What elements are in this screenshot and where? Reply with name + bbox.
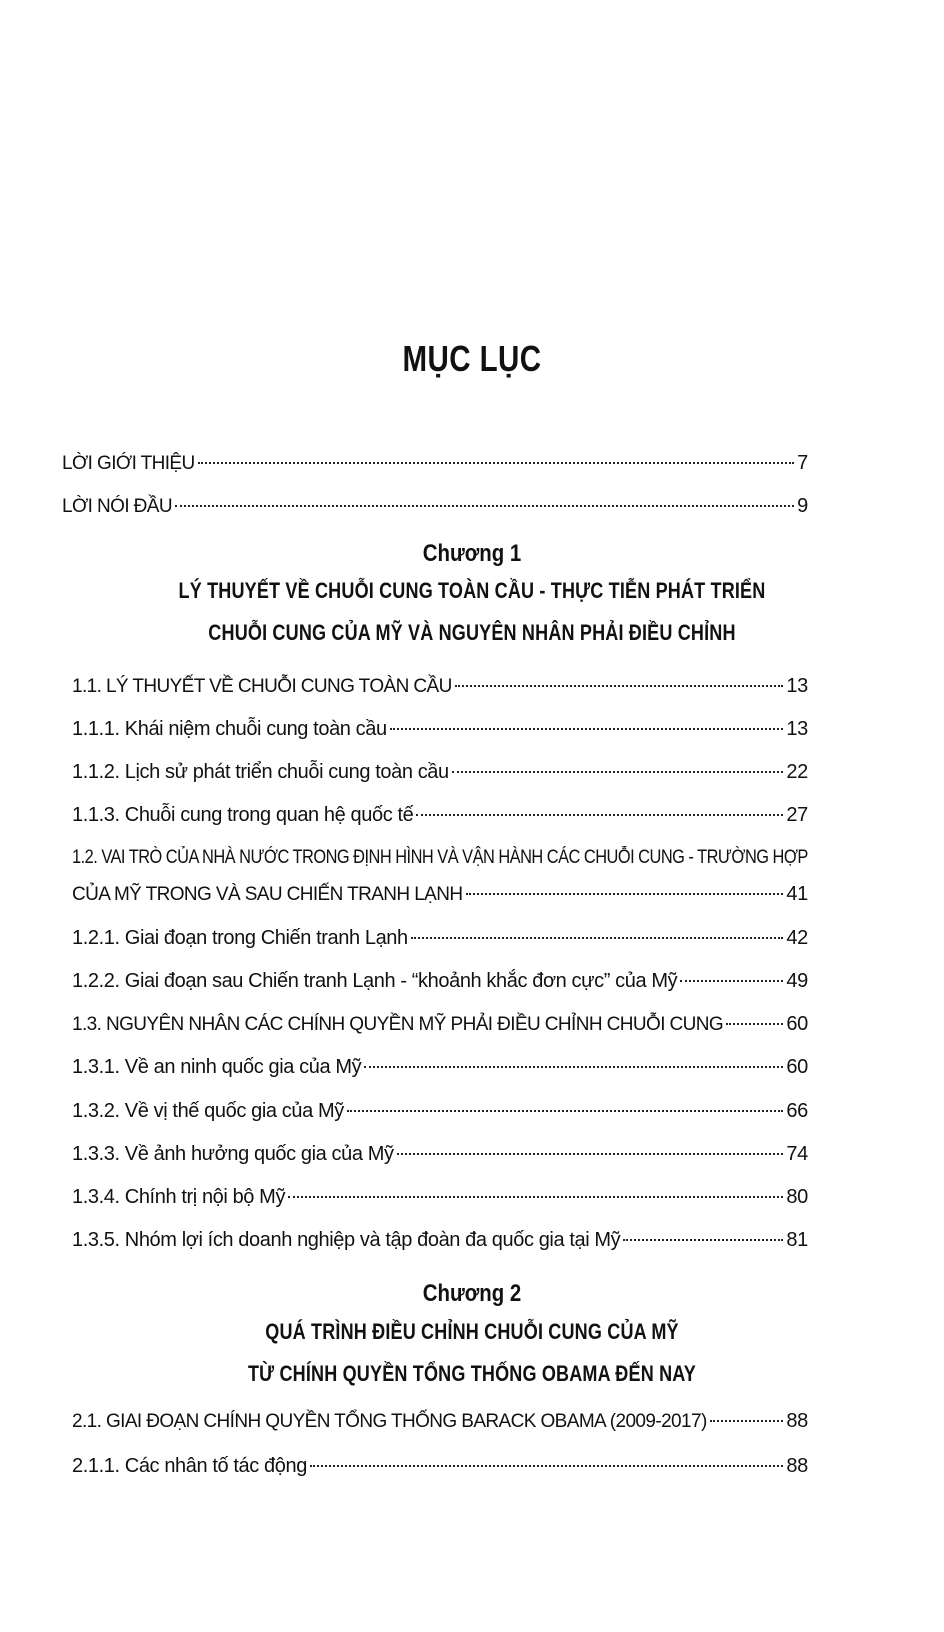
chapter-1-title-line-1: LÝ THUYẾT VỀ CHUỖI CUNG TOÀN CẦU - THỰC TIỄN PHÁT TRIỂN xyxy=(178,578,766,603)
chapter-2-label: Chương 2 xyxy=(422,1280,522,1307)
chapter-2-title-line-2: TỪ CHÍNH QUYỀN TỔNG THỐNG OBAMA ĐẾN NAY xyxy=(247,1361,696,1386)
page-title: MỤC LỤC xyxy=(402,338,542,379)
dot-leader xyxy=(288,1196,783,1198)
toc-entry-page: 74 xyxy=(786,1143,808,1165)
toc-entry xyxy=(72,800,808,830)
toc-entry xyxy=(62,491,808,521)
chapter-2-title-line-1: QUÁ TRÌNH ĐIỀU CHỈNH CHUỖI CUNG CỦA MỸ xyxy=(265,1319,679,1344)
toc-entry-label: 1.3. NGUYÊN NHÂN CÁC CHÍNH QUYỀN MỸ PHẢI ĐIỀU CHỈNH CHUỖI CUNG xyxy=(72,1014,724,1035)
chapter-1-label: Chương 1 xyxy=(422,540,522,567)
toc-entry-page: 41 xyxy=(786,883,808,905)
toc-entry-page: 9 xyxy=(797,495,808,517)
toc-entry-label: 1.3.3. Về ảnh hưởng quốc gia của Mỹ xyxy=(72,1143,394,1165)
toc-entry-page: 88 xyxy=(786,1455,808,1477)
dot-leader xyxy=(175,505,794,507)
toc-entry-page: 13 xyxy=(786,718,808,740)
dot-leader xyxy=(452,771,784,773)
dot-leader xyxy=(390,728,784,730)
toc-entry-page: 88 xyxy=(786,1410,808,1432)
toc-entry-label: 1.1.1. Khái niệm chuỗi cung toàn cầu xyxy=(72,718,387,740)
toc-entry-page: 7 xyxy=(797,452,808,474)
toc-entry-page: 42 xyxy=(786,927,808,949)
toc-entry-page: 13 xyxy=(786,675,808,697)
toc-entry-label: 1.2.1. Giai đoạn trong Chiến tranh Lạnh xyxy=(72,927,408,949)
dot-leader xyxy=(680,980,783,982)
toc-entry-label: 1.1.2. Lịch sử phát triển chuỗi cung toàn cầu xyxy=(72,761,449,783)
toc-entry-page: 22 xyxy=(786,761,808,783)
chapter-1-title-line-2: CHUỖI CUNG CỦA MỸ VÀ NGUYÊN NHÂN PHẢI ĐIỀU CHỈNH xyxy=(208,620,736,645)
toc-entry xyxy=(72,671,808,701)
toc-entry xyxy=(72,1182,808,1212)
toc-entry-page: 27 xyxy=(786,804,808,826)
toc-entry xyxy=(62,448,808,478)
toc-entry-page: 49 xyxy=(786,970,808,992)
dot-leader xyxy=(411,937,784,939)
dot-leader xyxy=(310,1465,783,1467)
dot-leader xyxy=(710,1420,784,1422)
dot-leader xyxy=(455,685,784,687)
toc-entry xyxy=(72,1096,808,1126)
toc-entry-label: 2.1. GIAI ĐOẠN CHÍNH QUYỀN TỔNG THỐNG BARACK OBAMA (2009-2017) xyxy=(72,1411,707,1432)
toc-entry-page: 81 xyxy=(786,1229,808,1251)
toc-entry-page: 66 xyxy=(786,1100,808,1122)
toc-entry-label: 1.2.2. Giai đoạn sau Chiến tranh Lạnh - “khoảnh khắc đơn cực” của Mỹ xyxy=(72,970,678,992)
dot-leader xyxy=(623,1239,783,1241)
toc-entry-wrapped-line: 1.2. VAI TRÒ CỦA NHÀ NƯỚC TRONG ĐỊNH HÌNH VÀ VẬN HÀNH CÁC CHUỖI CUNG - TRƯỜNG HỢP xyxy=(72,847,808,868)
toc-entry xyxy=(72,757,808,787)
dot-leader xyxy=(726,1023,783,1025)
dot-leader xyxy=(397,1153,784,1155)
toc-entry xyxy=(72,1451,808,1481)
toc-entry-label: CỦA MỸ TRONG VÀ SAU CHIẾN TRANH LẠNH xyxy=(72,884,463,905)
dot-leader xyxy=(364,1066,783,1068)
toc-entry-label: 1.1. LÝ THUYẾT VỀ CHUỖI CUNG TOÀN CẦU xyxy=(72,676,452,697)
toc-entry-label: 1.3.4. Chính trị nội bộ Mỹ xyxy=(72,1186,286,1208)
dot-leader xyxy=(347,1110,784,1112)
dot-leader xyxy=(198,462,795,464)
toc-entry-page: 60 xyxy=(786,1013,808,1035)
toc-entry xyxy=(72,1052,808,1082)
toc-entry-page: 80 xyxy=(786,1186,808,1208)
toc-entry xyxy=(72,1009,808,1039)
toc-entry-label: 1.3.2. Về vị thế quốc gia của Mỹ xyxy=(72,1100,344,1122)
toc-entry-label: LỜI NÓI ĐẦU xyxy=(62,496,172,517)
toc-entry xyxy=(72,1225,808,1255)
dot-leader xyxy=(466,893,784,895)
toc-entry-label: LỜI GIỚI THIỆU xyxy=(62,453,195,474)
toc-entry xyxy=(72,923,808,953)
dot-leader xyxy=(416,814,783,816)
toc-entry-label: 1.3.1. Về an ninh quốc gia của Mỹ xyxy=(72,1056,362,1078)
toc-entry xyxy=(72,1139,808,1169)
toc-entry-label: 1.3.5. Nhóm lợi ích doanh nghiệp và tập đoàn đa quốc gia tại Mỹ xyxy=(72,1229,621,1251)
toc-entry-page: 60 xyxy=(786,1056,808,1078)
toc-entry xyxy=(72,879,808,909)
toc-entry-label: 1.1.3. Chuỗi cung trong quan hệ quốc tế xyxy=(72,804,414,826)
toc-entry xyxy=(72,1406,808,1436)
toc-entry-label: 2.1.1. Các nhân tố tác động xyxy=(72,1455,307,1477)
toc-entry xyxy=(72,966,808,996)
toc-entry xyxy=(72,714,808,744)
